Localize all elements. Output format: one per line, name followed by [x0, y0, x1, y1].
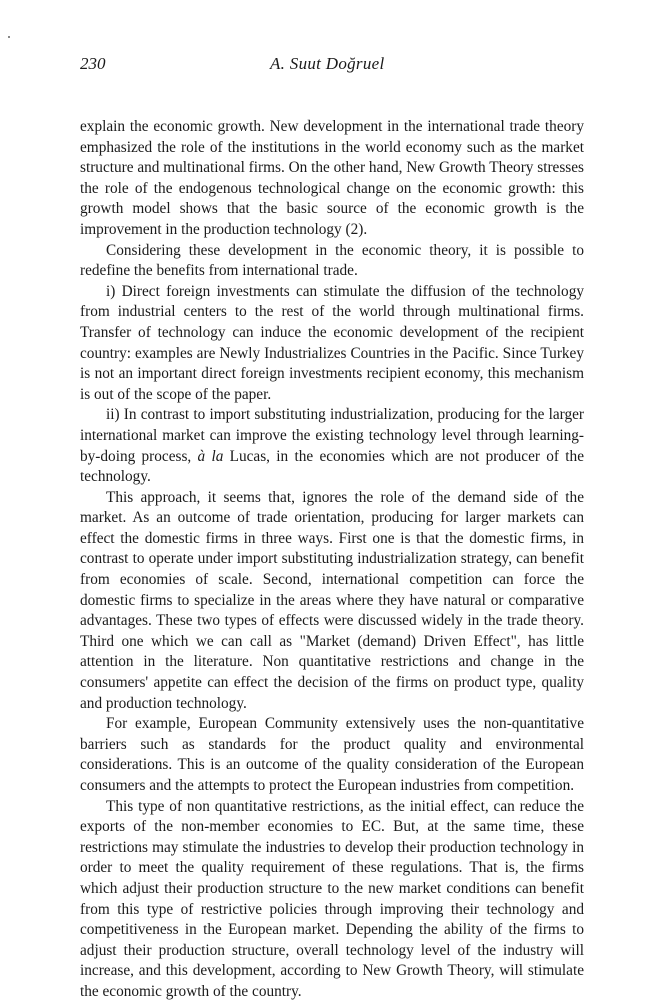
- paragraph-non-quantitative-restrictions: This type of non quantitative restrictions, as the initial effect, can reduce the exports of the non-member economies to EC. But, at the same time, these restrictions may stimulate the industries to develop their production technology in order to meet the quality requirement of these regulations. That is, the firms which adjust their production structure to the new market conditions can benefit from this type of restrictive policies through improving their technology and competitiveness in the European market. Depending the ability of the firms to adjust their production structure, overall technology level of the industry will increase, and this development, according to New Growth Theory, will stimulate the economic growth of the country.: [80, 797, 584, 1000]
- paragraph-learning-by-doing: ii) In contrast to import substituting industrialization, producing for the larger international market can improve the existing technology level through learning-by-doing process, à la Lucas, in the economies which are not producer of the technology.: [80, 406, 584, 486]
- paragraph-european-community: For example, European Community extensively uses the non-quantitative barriers such as standards for the product quality and environmental considerations. This is an outcome of the quality consideration of the European consumers and the attempts to protect the European industries from competition.: [80, 715, 584, 794]
- paragraph-redefine-benefits: Considering these development in the economic theory, it is possible to redefine the benefits from international trade.: [80, 241, 584, 280]
- running-head: [80, 54, 584, 78]
- paragraph-continuation: explain the economic growth. New development in the international trade theory emphasized the role of the institutions in the world economy such as the market structure and multinational firms. On the other hand, New Growth Theory stresses the role of the endogenous technological change on the economic growth: this growth model shows that the basic source of the economic growth is the improvement in the production technology (2).: [80, 118, 584, 238]
- paragraph-demand-side: This approach, it seems that, ignores the role of the demand side of the market. As an outcome of trade orientation, producing for larger markets can effect the domestic firms in three ways. First one is that the domestic firms, in contrast to operate under import substituting industrialization strategy, can benefit from economies of scale. Second, international competition can force the domestic firms to specialize in the areas where they have natural or comparative advantages. These two types of effects were discussed widely in the trade theory. Third one which we can call as "Market (demand) Driven Effect", has little attention in the literature. Non quantitative restrictions and change in the consumers' appetite can effect the decision of the firms on product type, quality and production technology.: [80, 488, 584, 712]
- page-number: 230: [80, 54, 106, 73]
- paragraph-direct-foreign-investment: i) Direct foreign investments can stimulate the diffusion of the technology from industrial centers to the rest of the world through multinational firms. Transfer of technology can induce the economic development of the recipient country: examples are Newly Industrializes Countries in the Pacific. Since Turkey is not an important direct foreign investments recipient economy, this mechanism is out of the scope of the paper.: [80, 282, 584, 403]
- italic-phrase: à la: [197, 447, 224, 465]
- scan-speck: [8, 36, 10, 38]
- running-title: A. Suut Doğruel: [270, 54, 385, 73]
- body-text: [80, 117, 584, 1003]
